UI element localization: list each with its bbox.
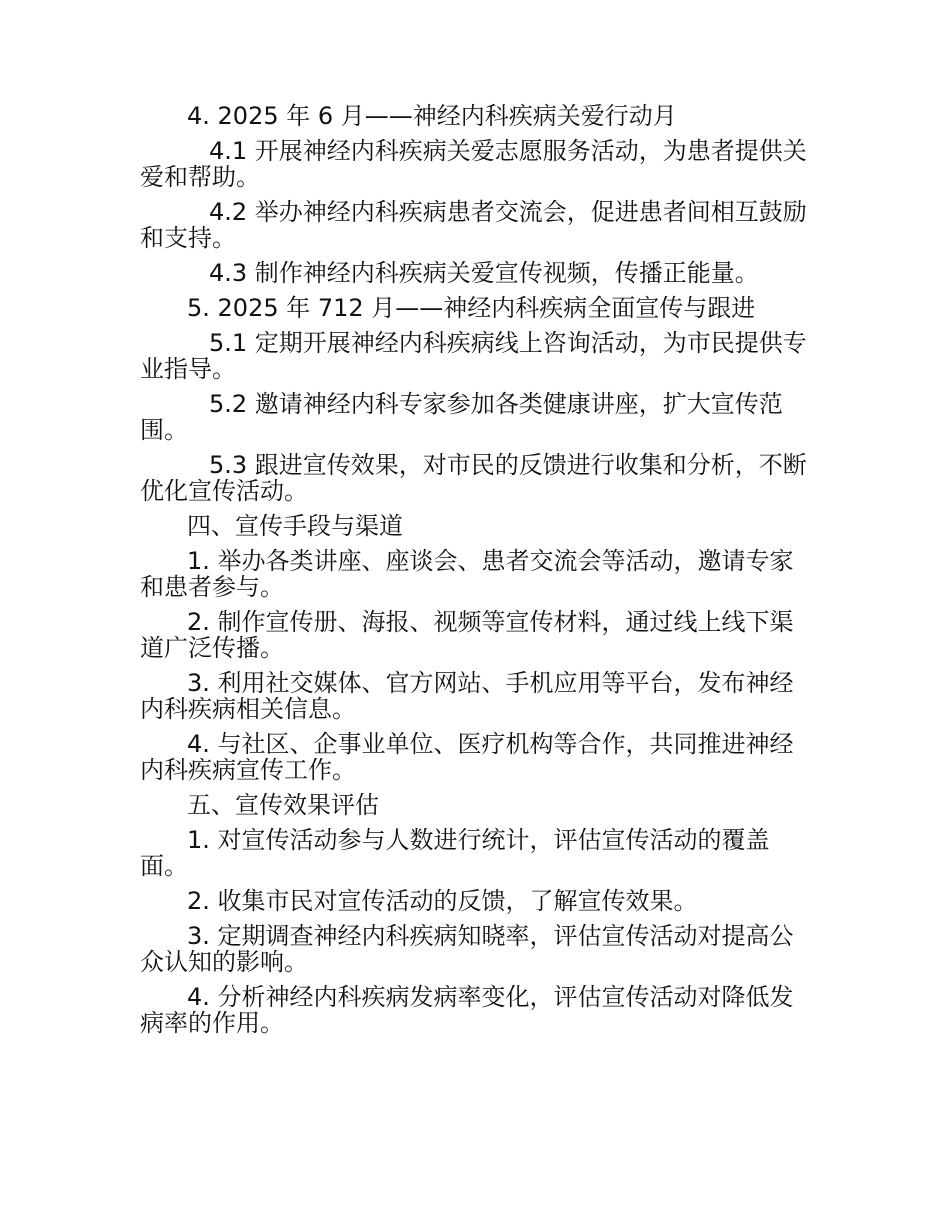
channel-item-4: 4. 与社区、企事业单位、医疗机构等合作，共同推进神经内科疾病宣传工作。	[140, 730, 794, 784]
evaluation-item-4: 4. 分析神经内科疾病发病率变化，评估宣传活动对降低发病率的作用。	[140, 983, 794, 1037]
heading-month-june: 4. 2025 年 6 月——神经内科疾病关爱行动月	[187, 102, 677, 130]
list-item-5-2: 5.2 邀请神经内科专家参加各类健康讲座，扩大宣传范围。	[140, 390, 783, 444]
list-item-5-1: 5.1 定期开展神经内科疾病线上咨询活动，为市民提供专业指导。	[140, 329, 807, 383]
evaluation-item-1: 1. 对宣传活动参与人数进行统计，评估宣传活动的覆盖面。	[140, 826, 770, 880]
section-heading-evaluation: 五、宣传效果评估	[187, 791, 379, 819]
channel-item-1: 1. 举办各类讲座、座谈会、患者交流会等活动，邀请专家和患者参与。	[140, 547, 794, 601]
list-item-5-3: 5.3 跟进宣传效果，对市民的反馈进行收集和分析，不断优化宣传活动。	[140, 451, 807, 505]
list-item-4-3: 4.3 制作神经内科疾病关爱宣传视频，传播正能量。	[209, 259, 759, 287]
list-item-4-1: 4.1 开展神经内科疾病关爱志愿服务活动，为患者提供关爱和帮助。	[140, 137, 807, 191]
heading-month-july-dec: 5. 2025 年 712 月——神经内科疾病全面宣传与跟进	[187, 294, 756, 322]
evaluation-item-3: 3. 定期调查神经内科疾病知晓率，评估宣传活动对提高公众认知的影响。	[140, 922, 794, 976]
list-item-4-2: 4.2 举办神经内科疾病患者交流会，促进患者间相互鼓励和支持。	[140, 198, 807, 252]
section-heading-channels: 四、宣传手段与渠道	[187, 512, 403, 540]
channel-item-2: 2. 制作宣传册、海报、视频等宣传材料，通过线上线下渠道广泛传播。	[140, 608, 794, 662]
channel-item-3: 3. 利用社交媒体、官方网站、手机应用等平台，发布神经内科疾病相关信息。	[140, 669, 794, 723]
document-body	[140, 103, 815, 1045]
evaluation-item-2: 2. 收集市民对宣传活动的反馈，了解宣传效果。	[187, 887, 698, 915]
